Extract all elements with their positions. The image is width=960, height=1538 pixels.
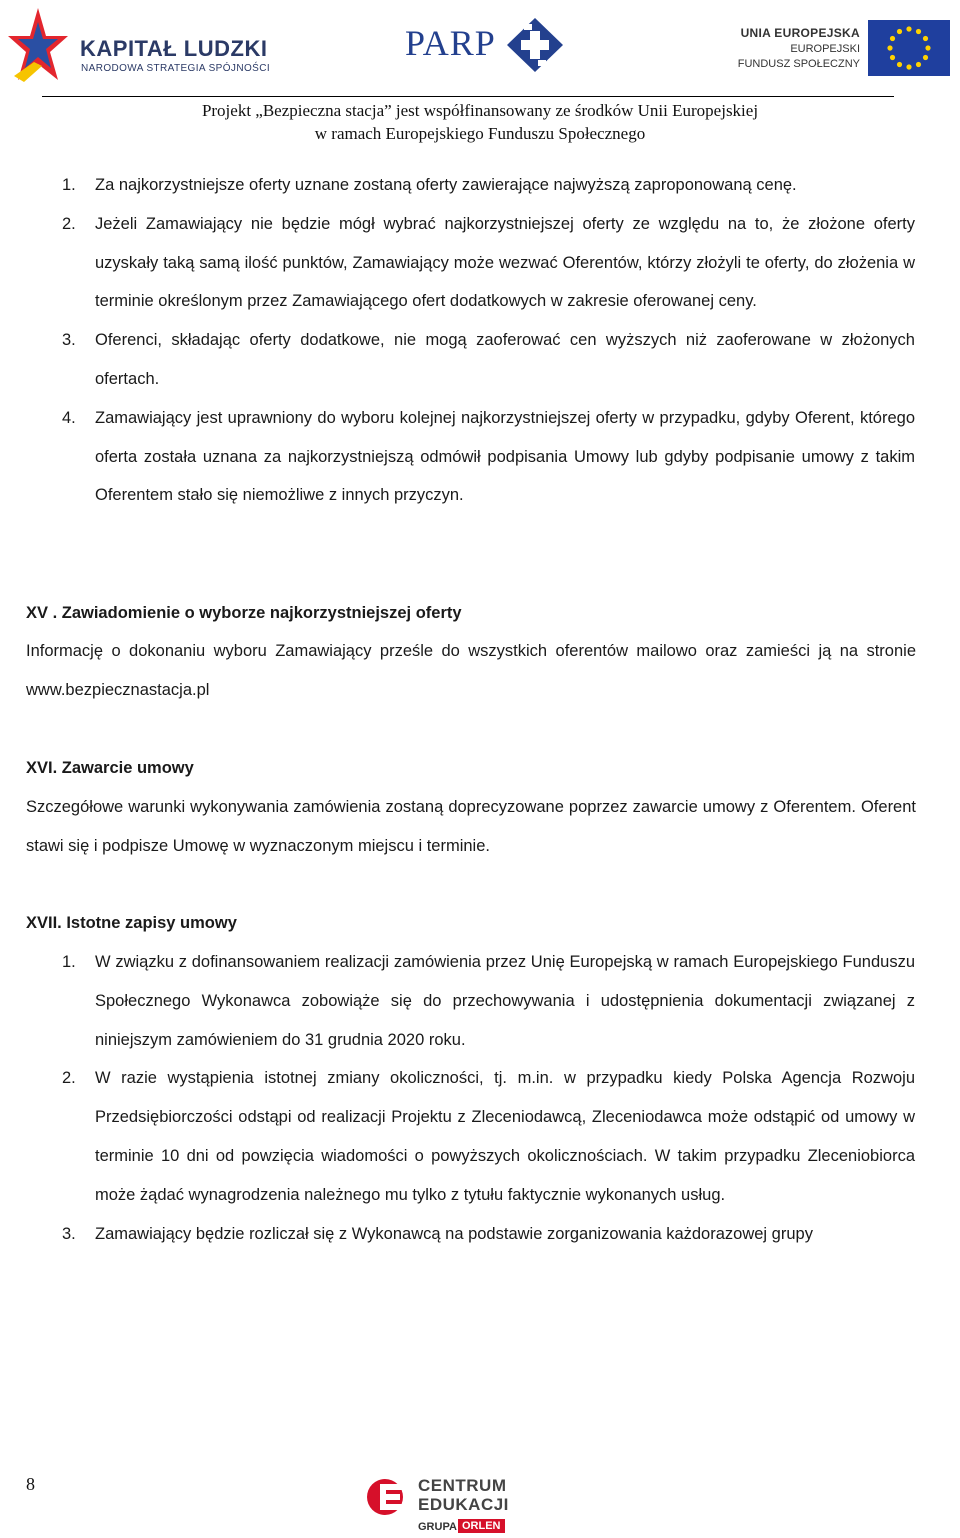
- project-statement-line-1: Projekt „Bezpieczna stacja” jest współfinansowany ze środków Unii Europejskiej: [201, 101, 759, 120]
- kapital-ludzki-subtitle: NARODOWA STRATEGIA SPÓJNOŚCI: [81, 63, 271, 74]
- list-item-number: 2.: [62, 214, 76, 233]
- parp-logo: [405, 14, 575, 76]
- header-divider: [42, 96, 894, 97]
- parp-wordmark: PARP: [405, 23, 496, 63]
- orlen-badge: ORLEN: [458, 1519, 505, 1533]
- centrum-edukacji-logo: [366, 1476, 526, 1538]
- kapital-ludzki-title: KAPITAŁ LUDZKI: [80, 36, 268, 61]
- list-item-text: Za najkorzystniejsze oferty uznane zostaną oferty zawierające najwyższą zaproponowaną cenę.: [95, 176, 797, 194]
- list-item: [0, 1215, 915, 1254]
- list-item-text: Zamawiający będzie rozliczał się z Wykonawcą na podstawie zorganizowania każdorazowej grupy: [95, 1224, 813, 1243]
- eu-social-fund-logo: [737, 20, 954, 80]
- list-item-text: W związku z dofinansowaniem realizacji zamówienia przez Unię Europejską w ramach Europejskiego Funduszu Społecznego Wykonawca zobowiąże się do przechowywania i udostępnienia dokumentacji związanej z niniejszym zamówieniem do 31 grudnia 2020 roku.: [95, 953, 915, 1049]
- page-header: [0, 0, 960, 92]
- section-xv-text: Informację o dokonaniu wyboru Zamawiający prześle do wszystkich oferentów mailowo oraz zamieści ją na stronie www.bezpiecznastacja.pl: [26, 642, 916, 699]
- list-item: [0, 321, 915, 399]
- list-item-number: 1.: [62, 953, 76, 971]
- centrum-edukacji-emblem-icon: [366, 1478, 414, 1516]
- eu-title: UNIA EUROPEJSKA: [740, 26, 860, 40]
- list-item-text: W razie wystąpienia istotnej zmiany okoliczności, tj. m.in. w przypadku kiedy Polska Agencja Rozwoju Przedsiębiorczości odstąpi od realizacji Projektu z Zleceniodawcą, Zleceniodawca może odstąpić od umowy w terminie 10 dni od powzięcia wiadomości o powyższych okolicznościach. W takim przypadku Zleceniobiorca może żądać wynagrodzenia należnego mu tylko z tytułu faktycznie wykonanych usług.: [95, 1069, 915, 1204]
- list-item-number: 3.: [62, 1224, 76, 1243]
- page-number: 8: [26, 1474, 35, 1494]
- section-xvii-heading: XVII. Istotne zapisy umowy: [26, 914, 237, 932]
- centrum-edukacji-line-2: EDUKACJI: [418, 1495, 509, 1514]
- kapital-ludzki-logo: [6, 6, 276, 84]
- list-item-number: 2.: [62, 1069, 76, 1088]
- evaluation-rules-list: [0, 166, 960, 515]
- section-xvi-text: Szczegółowe warunki wykonywania zamówienia zostaną doprecyzowane poprzez zawarcie umowy z Oferentem. Oferent stawi się i podpisze Umowę w wyznaczonym miejscu i terminie.: [26, 798, 916, 855]
- list-item: [0, 1059, 915, 1214]
- list-item-number: 1.: [62, 176, 76, 194]
- section-xvi-heading: XVI. Zawarcie umowy: [26, 759, 194, 777]
- eu-subtitle-1: EUROPEJSKI: [790, 43, 860, 55]
- section-xv-heading: XV . Zawiadomienie o wyborze najkorzystniejszej oferty: [26, 604, 462, 622]
- list-item-text: Zamawiający jest uprawniony do wyboru kolejnej najkorzystniejszej oferty w przypadku, gdyby Oferent, którego oferta została uznana za najkorzystniejszą odmówił podpisania Umowy lub gdyby podpisanie umowy z takim Oferentem stało się niemożliwe z innych przyczyn.: [95, 408, 915, 505]
- centrum-edukacji-line-1: CENTRUM: [418, 1476, 507, 1495]
- list-item: [0, 943, 915, 1059]
- list-item-text: Oferenci, składając oferty dodatkowe, nie mogą zaoferować cen wyższych niż zaoferowane w złożonych ofertach.: [95, 331, 915, 388]
- list-item: [0, 166, 915, 205]
- list-item-number: 4.: [62, 408, 76, 427]
- eu-subtitle-2: FUNDUSZ SPOŁECZNY: [737, 58, 860, 70]
- kapital-ludzki-star-icon: [6, 6, 70, 84]
- list-item: [0, 205, 915, 321]
- list-item-text: Jeżeli Zamawiający nie będzie mógł wybrać najkorzystniejszej oferty ze względu na to, że złożone oferty uzyskały taką samą ilość punktów, Zamawiający może wezwać Oferentów, którzy złożyli te oferty, do złożenia w terminie określonym przez Zamawiającego ofert dodatkowych w zakresie oferowanej ceny.: [95, 214, 915, 311]
- list-item-number: 3.: [62, 331, 76, 350]
- eu-flag-icon: [868, 20, 950, 76]
- project-statement-line-2: w ramach Europejskiego Funduszu Społecznego: [314, 124, 646, 143]
- contract-terms-list: [0, 943, 960, 1253]
- grupa-label: GRUPA: [418, 1521, 457, 1533]
- list-item: [0, 399, 915, 515]
- parp-emblem-icon: [505, 16, 565, 74]
